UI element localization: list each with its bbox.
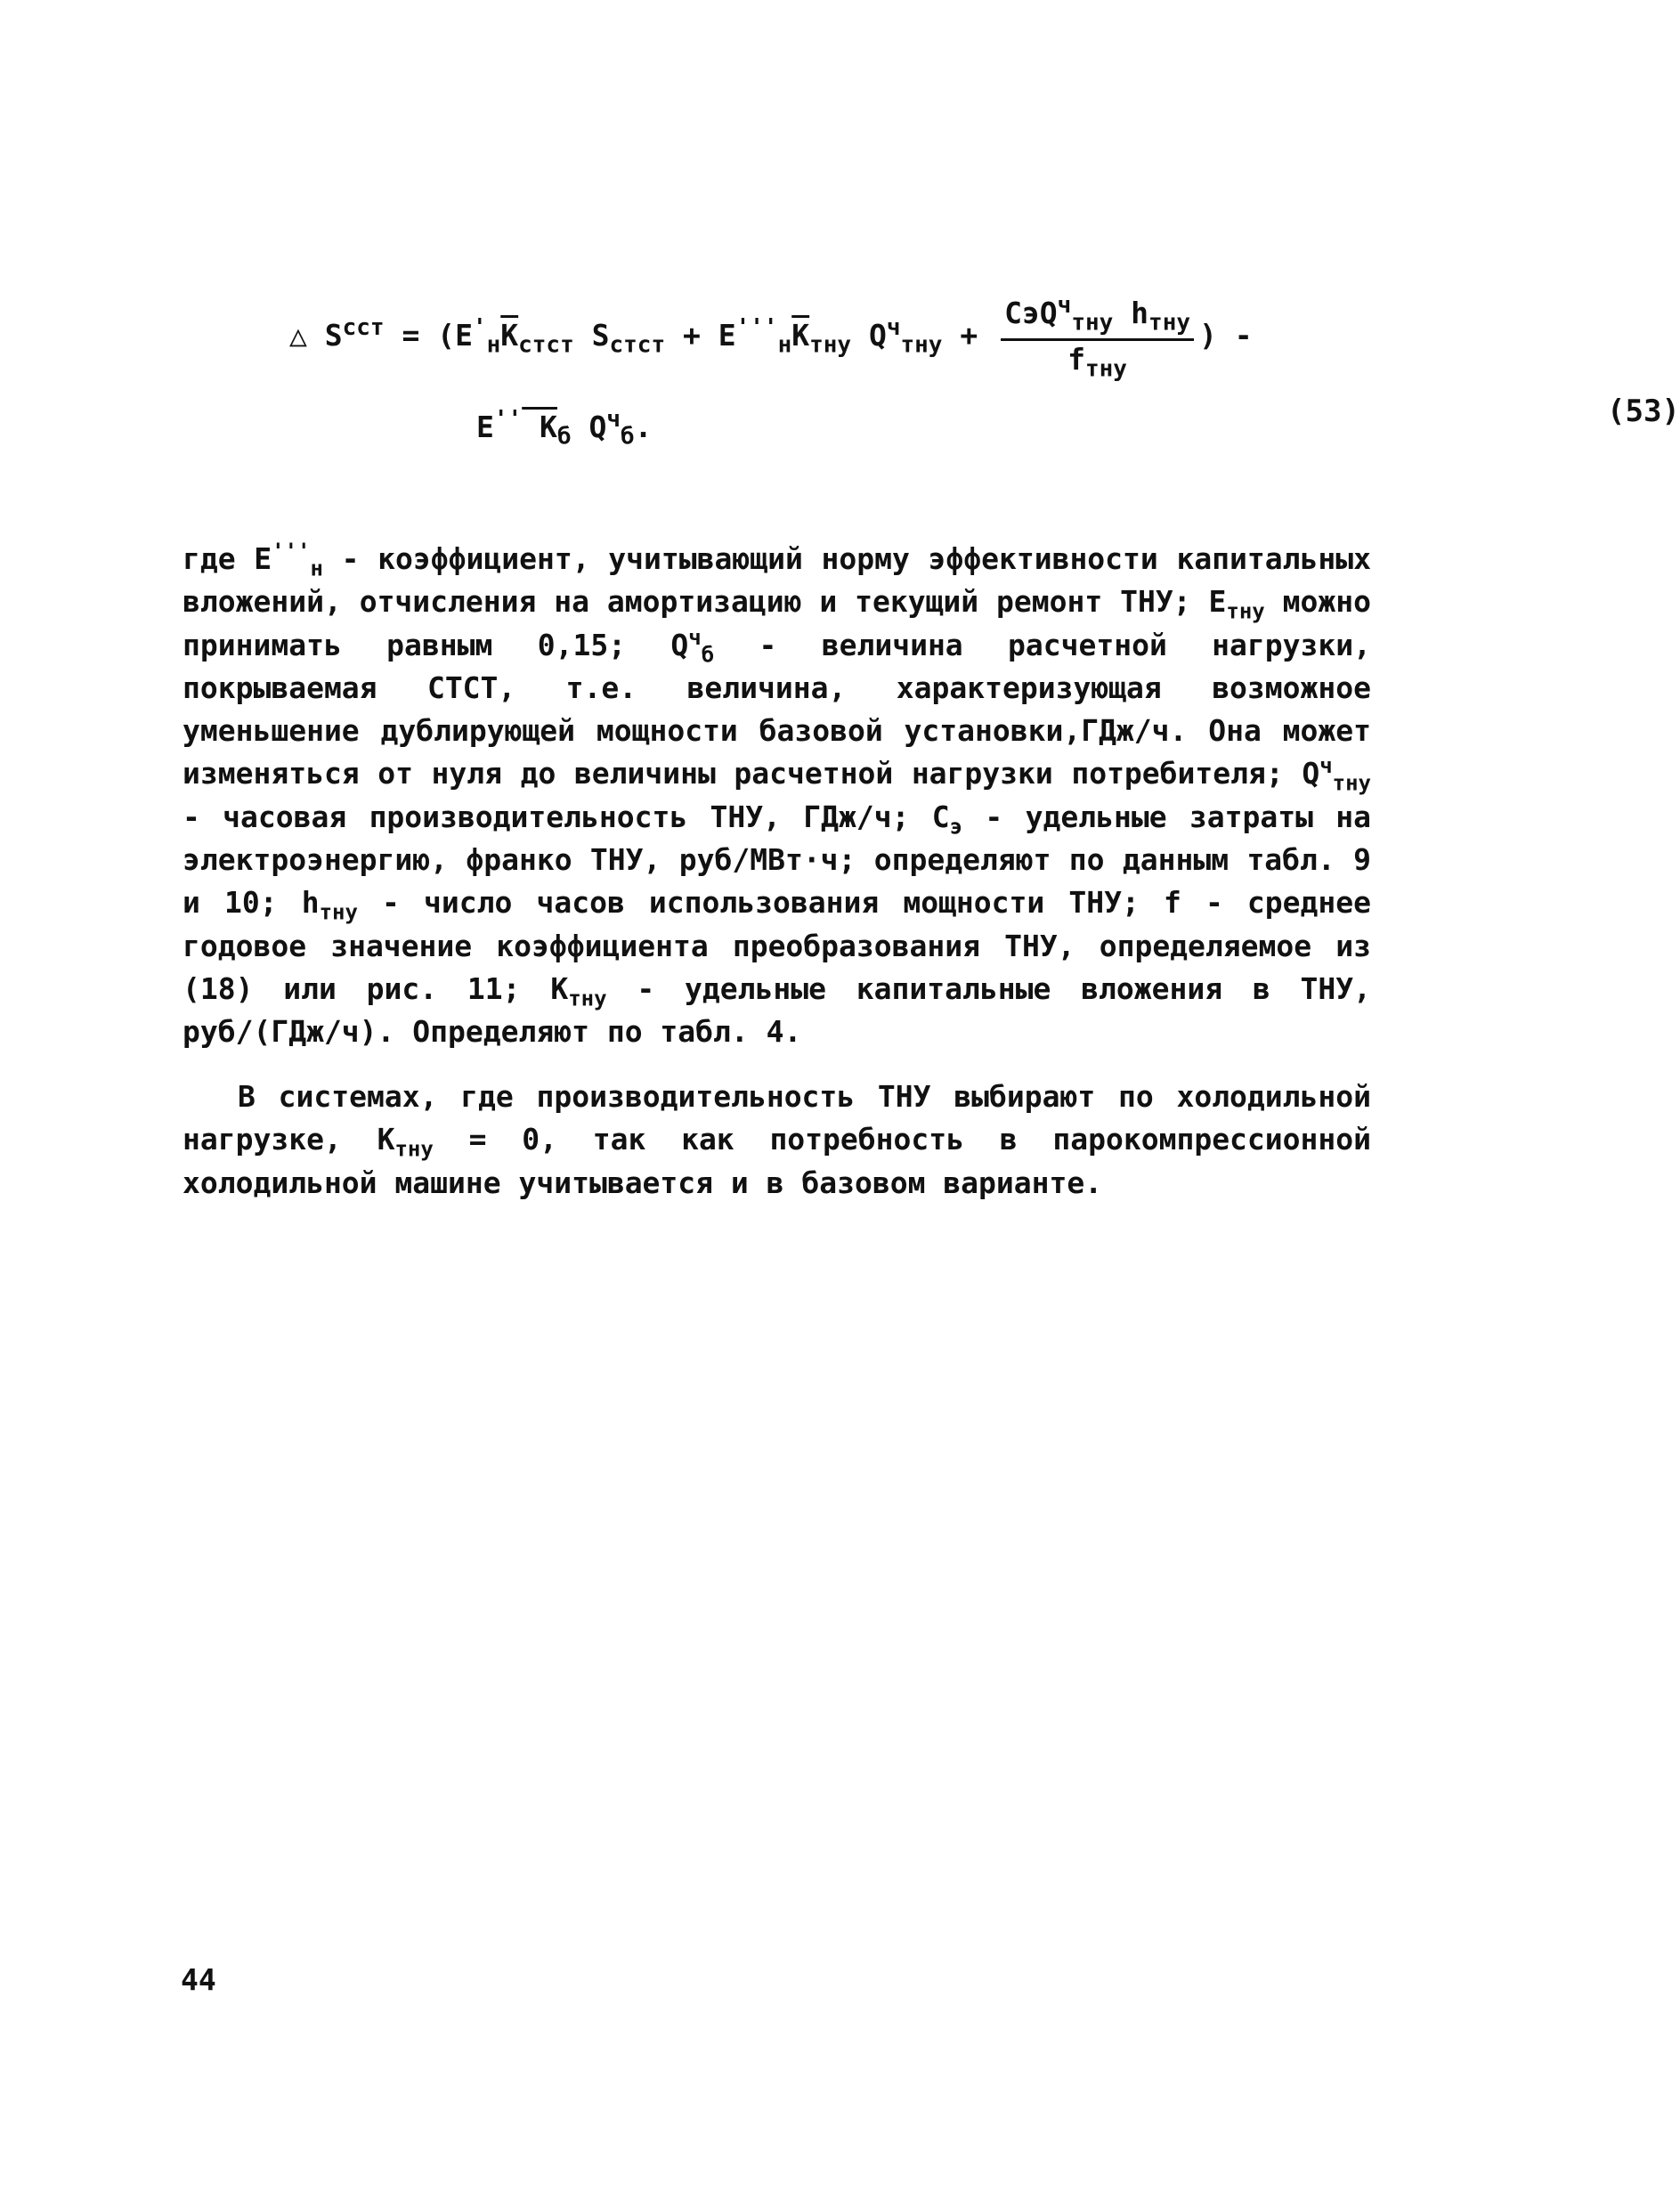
formula-symbol: S bbox=[573, 318, 610, 353]
fraction-numerator bbox=[1001, 294, 1194, 341]
text-run: - число часов использования мощности ТНУ; f - среднее годовое значение коэффициента преобразования ТНУ, определяемое из (18) или рис. 11; K bbox=[183, 885, 1372, 1006]
formula-symbol: h bbox=[1113, 296, 1149, 330]
formula-sub: н bbox=[777, 331, 792, 359]
formula-sup: ''' bbox=[735, 314, 778, 342]
formula-end: . bbox=[634, 410, 653, 444]
formula-symbol: $\overline{K}$ bbox=[500, 318, 519, 353]
text-run: = 0, так как потребность в парокомпрессионной холодильной машине учитывается и в базовом варианте. bbox=[183, 1122, 1372, 1200]
formula-sub: тну bbox=[1084, 355, 1127, 383]
text-sub: э bbox=[949, 814, 963, 840]
formula-symbol: E bbox=[476, 410, 494, 444]
formula-line-1 bbox=[289, 292, 1253, 383]
formula-symbol: Q bbox=[851, 318, 887, 353]
formula-symbol: Q bbox=[571, 410, 607, 444]
paragraph-cooling-systems bbox=[183, 1076, 1371, 1205]
text-run: где E bbox=[183, 541, 272, 576]
formula-symbol: $\overline{K}$ bbox=[791, 318, 810, 353]
equation-number: (53) bbox=[1607, 394, 1680, 429]
formula-lhs: △ S bbox=[289, 318, 343, 353]
text-sub: тну bbox=[319, 899, 358, 925]
paragraph-definitions bbox=[183, 538, 1371, 1054]
text-run: - удельные капитальные вложения в ТНУ, руб/(ГДж/ч). Определяют по табл. 4. bbox=[183, 970, 1371, 1050]
text-run: - коэффициент, учитывающий норму эффективности капитальных вложений, отчисления на амортизацию и текущий ремонт ТНУ; E bbox=[183, 541, 1371, 620]
text-sub: тну bbox=[394, 1136, 434, 1162]
formula-sup: ' bbox=[472, 314, 487, 342]
formula-operator: + bbox=[942, 318, 996, 353]
text-sub: тну bbox=[1332, 771, 1371, 797]
formula-line-2 bbox=[476, 408, 653, 449]
text-sub: тну bbox=[1226, 598, 1265, 624]
text-run: - удельные затраты на электроэнергию, франко ТНУ, руб/МВт·ч; определяют по данным табл. 9 и 10; h bbox=[183, 799, 1371, 921]
text-run: В системах, где производительность ТНУ выбирают по холодильной нагрузке, K bbox=[183, 1079, 1371, 1157]
formula-sub: н bbox=[486, 331, 501, 359]
text-sup: ч bbox=[1319, 753, 1333, 779]
text-run: - часовая производительность ТНУ, ГДж/ч; C bbox=[183, 799, 950, 834]
text-sub: б bbox=[701, 642, 715, 668]
text-sub: н bbox=[310, 556, 323, 581]
formula-lhs-sup: сст bbox=[342, 314, 385, 342]
formula-sup: '' bbox=[493, 406, 523, 433]
formula-sub: тну bbox=[1071, 309, 1114, 337]
formula-sub: стст bbox=[518, 331, 574, 359]
formula-sub: тну bbox=[809, 331, 852, 359]
formula-operator: + bbox=[665, 318, 718, 353]
formula-sup: ч bbox=[606, 406, 621, 433]
formula-sup: ч bbox=[886, 314, 901, 342]
text-sup: ч bbox=[688, 624, 702, 650]
formula-fraction bbox=[1001, 292, 1194, 383]
formula-sub: стст bbox=[609, 331, 666, 359]
formula-symbol: CэQ bbox=[1004, 296, 1058, 330]
formula-sup: ч bbox=[1057, 292, 1072, 319]
formula-symbol: K bbox=[522, 410, 557, 444]
formula-sub: б bbox=[621, 423, 635, 451]
formula-sub: б bbox=[556, 423, 572, 451]
formula-symbol: E bbox=[718, 318, 736, 353]
fraction-denominator bbox=[1001, 341, 1194, 381]
formula-symbol: f bbox=[1067, 341, 1085, 377]
formula-eq: = ( bbox=[384, 318, 456, 353]
formula-close: ) - bbox=[1199, 318, 1253, 353]
text-run: можно принимать равным 0,15; Q bbox=[183, 584, 1371, 662]
text-sup: ''' bbox=[272, 539, 311, 564]
page-number: 44 bbox=[181, 1962, 216, 1997]
formula-sub: тну bbox=[1148, 309, 1191, 337]
formula-53 bbox=[289, 292, 1680, 490]
formula-symbol: E bbox=[455, 318, 473, 353]
text-sub: тну bbox=[568, 986, 607, 1011]
text-run: - величина расчетной нагрузки, покрываемая СТСТ, т.е. величина, характеризующая возможное уменьшение дублирующей мощности базовой установки,ГДж/ч. Она может изменяться от нуля до величины расчетной нагрузки потребителя; Q bbox=[183, 627, 1371, 791]
formula-sub: тну bbox=[900, 331, 943, 359]
